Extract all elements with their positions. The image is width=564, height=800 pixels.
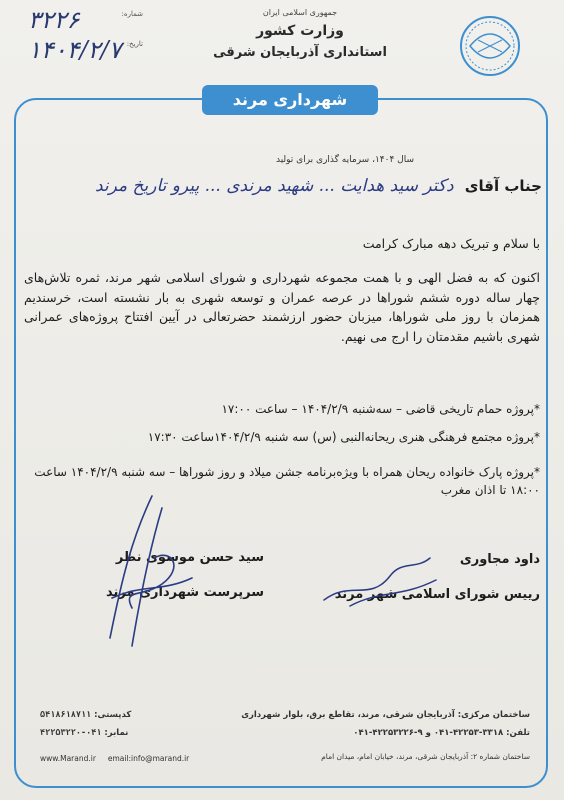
postal-value: ۵۴۱۸۶۱۸۷۱۱	[40, 710, 92, 720]
addressee-handwritten: دکتر سید هدایت ... شهید مرندی ... پیرو تاریخ مرند	[94, 176, 454, 196]
fax-label: نمابر:	[104, 728, 129, 738]
handwritten-signature	[320, 540, 440, 610]
handwritten-signature	[92, 488, 202, 648]
letter-number-block	[28, 6, 143, 66]
main-address: ساختمان مرکزی: آذربایجان شرقی، مرند، تقاطع برق، بلوار شهرداری	[241, 710, 530, 720]
municipality-banner: شهرداری مرند	[202, 85, 378, 115]
letter-number: ۳۲۲۶	[28, 6, 80, 34]
fax-value: ۰۴۱-۴۲۲۵۳۲۲۰	[40, 728, 102, 738]
date-label: تاریخ:	[126, 40, 143, 48]
greeting: با سلام و تبریک دهه مبارک کرامت	[362, 236, 540, 251]
letter-paragraph: اکنون که به فضل الهی و با همت مجموعه شهرداری و شورای اسلامی شهر مرند، ثمره تلاش‌های چهار ساله دوره ششم شوراها در عرصه عمران و توسعه شهری به بار نشسته است، خرسندیم همزمان با روز ملی شوراها، میزبان حضور ارزشمند حضرتعالی در آیین افتتاح پروژه‌های عمرانی شهری باشیم مقدمتان را ارج می نهیم.	[24, 270, 540, 344]
letter-date: ۱۴۰۴/۲/۷	[28, 36, 122, 64]
project-item: *پروژه مجتمع فرهنگی هنری ریحانه‌النبی (س) سه شنبه ۱۴۰۴/۲/۹ساعت ۱۷:۳۰	[147, 430, 540, 444]
council-head-name: داود مجاوری	[459, 552, 540, 567]
mayor-name: سید حسن موسوی نظر	[115, 550, 264, 565]
number-label: شماره:	[121, 10, 143, 18]
web-contact	[40, 754, 189, 763]
project-item: *پروژه حمام تاریخی قاضی – سه‌شنبه ۱۴۰۴/۲/۹ – ساعت ۱۷:۰۰	[221, 402, 540, 416]
postal-label: کدپستی:	[94, 710, 132, 720]
year-slogan: سال ۱۴۰۴، سرمایه گذاری برای تولید	[275, 155, 414, 165]
republic-label: جمهوری اسلامی ایران	[262, 8, 338, 17]
project-item: *پروژه پارک خانواده ریحان همراه با ویژه‌برنامه جشن میلاد و روز شوراها – سه شنبه ۱۴۰۴/۲/۹ ساعت ۱۸:۰۰ تا اذان مغرب	[34, 465, 540, 497]
website-link[interactable]: www.Marand.ir	[40, 754, 96, 763]
phone-numbers: تلفن: ۳۳۱۸-۴۲۲۵۳-۰۴۱ و ۹-۴۲۲۵۳۲۲۶-۰۴۱	[353, 728, 530, 738]
mayor-title: سرپرست شهرداری مرند	[106, 585, 264, 600]
header-titles	[170, 2, 430, 60]
council-head-title: رییس شورای اسلامی شهر مرند	[334, 587, 540, 602]
province-title: استانداری آذربایجان شرقی	[213, 45, 387, 60]
letterhead-footer	[40, 710, 530, 770]
ministry-title: وزارت کشور	[256, 23, 344, 39]
email-link[interactable]: email:info@marand.ir	[107, 754, 190, 763]
municipality-emblem	[456, 14, 524, 78]
fax-number	[40, 728, 128, 738]
postal-code	[40, 710, 131, 720]
addressee-prefix: جناب آقای	[464, 177, 542, 195]
second-address: ساختمان شماره ۲: آذربایجان شرقی، مرند، خیابان امام، میدان امام	[321, 752, 530, 761]
addressee-line	[62, 176, 542, 196]
